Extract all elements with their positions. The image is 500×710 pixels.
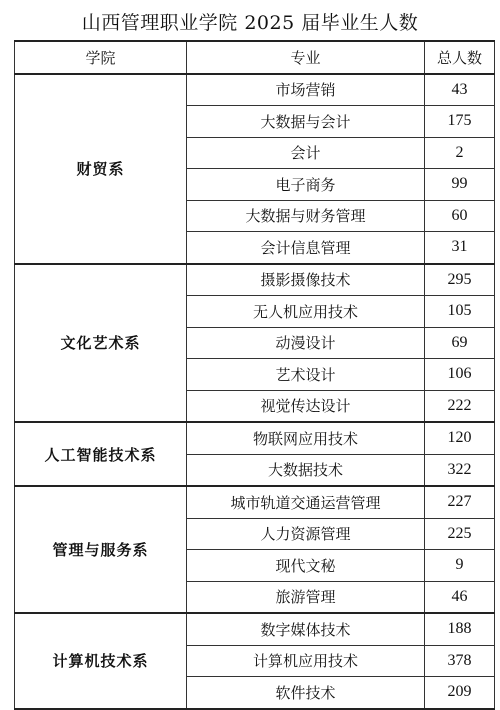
count-cell: 99 [425,169,495,201]
major-cell: 软件技术 [187,677,425,709]
count-cell: 209 [425,677,495,709]
table-row [15,422,495,454]
department-cell: 文化艺术系 [15,264,187,423]
count-cell: 222 [425,390,495,422]
count-cell: 188 [425,613,495,645]
major-cell: 计算机应用技术 [187,645,425,677]
count-cell: 69 [425,327,495,359]
department-cell: 管理与服务系 [15,486,187,613]
major-cell: 电子商务 [187,169,425,201]
department-cell: 人工智能技术系 [15,422,187,486]
major-cell: 旅游管理 [187,581,425,613]
major-cell: 无人机应用技术 [187,296,425,328]
count-cell: 227 [425,486,495,518]
department-cell: 财贸系 [15,74,187,264]
count-cell: 60 [425,200,495,232]
count-cell: 378 [425,645,495,677]
table-body [15,74,495,709]
count-cell: 46 [425,581,495,613]
count-cell: 225 [425,518,495,550]
major-cell: 人力资源管理 [187,518,425,550]
page-title: 山西管理职业学院 2025 届毕业生人数 [81,12,419,34]
major-cell: 数字媒体技术 [187,613,425,645]
count-cell: 105 [425,296,495,328]
count-cell: 322 [425,454,495,486]
major-cell: 现代文秘 [187,550,425,582]
major-cell: 视觉传达设计 [187,390,425,422]
table-row [15,486,495,518]
column-header-total: 总人数 [425,41,495,74]
major-cell: 动漫设计 [187,327,425,359]
major-cell: 大数据与会计 [187,106,425,138]
count-cell: 175 [425,106,495,138]
major-cell: 艺术设计 [187,359,425,391]
graduates-table [14,40,495,710]
major-cell: 大数据与财务管理 [187,200,425,232]
major-cell: 物联网应用技术 [187,422,425,454]
major-cell: 城市轨道交通运营管理 [187,486,425,518]
count-cell: 2 [425,137,495,169]
column-header-major: 专业 [187,41,425,74]
table-header-row [15,41,495,74]
table-row [15,613,495,645]
column-header-college: 学院 [15,41,187,74]
major-cell: 会计 [187,137,425,169]
table-row [15,74,495,106]
table-row [15,264,495,296]
major-cell: 市场营销 [187,74,425,106]
major-cell: 会计信息管理 [187,232,425,264]
count-cell: 120 [425,422,495,454]
count-cell: 9 [425,550,495,582]
count-cell: 106 [425,359,495,391]
count-cell: 31 [425,232,495,264]
major-cell: 大数据技术 [187,454,425,486]
major-cell: 摄影摄像技术 [187,264,425,296]
department-cell: 计算机技术系 [15,613,187,709]
count-cell: 43 [425,74,495,106]
count-cell: 295 [425,264,495,296]
